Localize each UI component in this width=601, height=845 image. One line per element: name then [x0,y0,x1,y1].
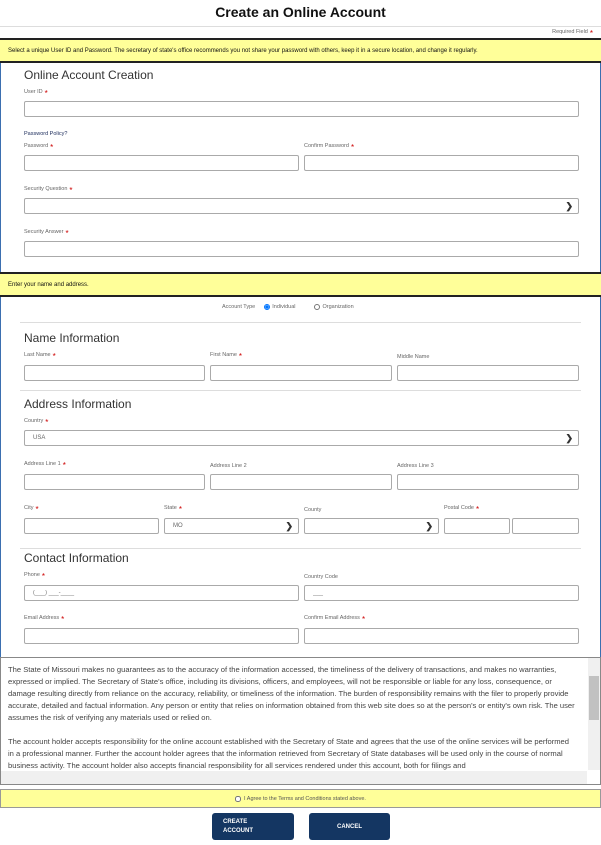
section-heading: Name Information [24,331,120,345]
section-heading: Online Account Creation [24,68,154,82]
required-field-note: Required Field * [552,29,593,38]
country-label: Country * [24,418,49,427]
security-answer-input[interactable] [24,241,579,257]
cancel-button[interactable]: CANCEL [309,813,390,840]
agree-checkbox[interactable] [235,796,241,802]
password-policy-link[interactable]: Password Policy? [24,131,68,137]
confirm-email-input[interactable] [304,628,579,644]
chevron-down-icon: ❯ [285,521,293,531]
county-label: County [304,507,322,513]
section-heading: Address Information [24,397,132,411]
address-line3-label: Address Line 3 [397,463,434,469]
first-name-input[interactable] [210,365,392,381]
terms-paragraph: The State of Missouri makes no guarantees as to the accuracy of the information accessed, the timeliness of the delivery of transactions, and makes no warranties, expressed or implied. The Secretary of State's office, including its divisions, officers, and employees, will not be responsible or liable for any loss, consequence, or damage resulting directly from reliance on the accuracy, reliability, or timeliness of the information. The burden of responsibility remains with the filer to properly provide accurate, detailed and factual information. Any person or entity that relies on information obtained from this web site does so at the person's or entity's own risk. The user assumes the risk of verifying any materials used or relied on. [8,665,575,722]
security-answer-label: Security Answer * [24,229,69,238]
page-title: Create an Online Account [215,4,386,20]
section-heading: Contact Information [24,551,129,565]
userid-instructions-banner: Select a unique User ID and Password. The secretary of state's office recommends you not share your password with others, keep it in a secure location, and change it regularly. [0,38,601,63]
confirm-password-input[interactable] [304,155,579,171]
vertical-scrollbar[interactable] [588,658,600,770]
postal-code-ext-input[interactable] [512,518,579,534]
security-question-select[interactable] [24,198,579,214]
account-type [222,304,354,310]
email-input[interactable] [24,628,299,644]
country-code-label: Country Code [304,574,338,580]
radio-individual[interactable]: Individual [264,304,295,310]
address-line1-label: Address Line 1 * [24,461,66,470]
county-select[interactable] [304,518,439,534]
phone-label: Phone * [24,572,46,581]
password-label: Password * [24,143,54,152]
name-address-banner: Enter your name and address. [0,272,601,297]
city-input[interactable] [24,518,159,534]
last-name-input[interactable] [24,365,205,381]
middle-name-input[interactable] [397,365,579,381]
security-question-label: Security Question * [24,186,73,195]
address-line1-input[interactable] [24,474,205,490]
chevron-down-icon: ❯ [565,433,573,443]
chevron-down-icon: ❯ [565,201,573,211]
password-input[interactable] [24,155,299,171]
last-name-label: Last Name * [24,352,56,361]
address-line2-input[interactable] [210,474,392,490]
email-label: Email Address * [24,615,65,624]
chevron-down-icon: ❯ [425,521,433,531]
radio-organization[interactable]: Organization [314,304,353,310]
confirm-email-label: Confirm Email Address * [304,615,366,624]
agree-terms [0,789,601,808]
country-code-input[interactable] [304,585,579,601]
create-account-button[interactable]: CREATE ACCOUNT [212,813,294,840]
user-id-label: User ID * [24,89,48,98]
address-line2-label: Address Line 2 [210,463,247,469]
terms-textarea[interactable] [0,657,601,785]
postal-code-label: Postal Code * [444,505,480,514]
city-label: City * [24,505,39,514]
horizontal-scrollbar[interactable] [1,771,587,784]
first-name-label: First Name * [210,352,243,361]
middle-name-label: Middle Name [397,354,430,360]
required-field-text: Required Field [552,29,588,35]
postal-code-input[interactable] [444,518,510,534]
terms-paragraph: The account holder accepts responsibility for the online account established with the Secretary of State and agrees that the use of the online services will be performed in a professional manner. Further the account holder agrees that the information retrieved from Secretary of State databases will be used only in the course of normal business activity. The account holder also accepts financial responsibility for all services rendered under this account, both for filings and [8,737,569,770]
confirm-password-label: Confirm Password * [304,143,355,152]
phone-input[interactable] [24,585,299,601]
user-id-input[interactable] [24,101,579,117]
agree-label: I Agree to the Terms and Conditions stated above. [244,795,366,802]
state-select[interactable]: MO ❯ [164,518,299,534]
address-line3-input[interactable] [397,474,579,490]
account-type-label: Account Type [222,304,256,310]
state-label: State * [164,505,182,514]
country-select[interactable]: USA ❯ [24,430,579,446]
